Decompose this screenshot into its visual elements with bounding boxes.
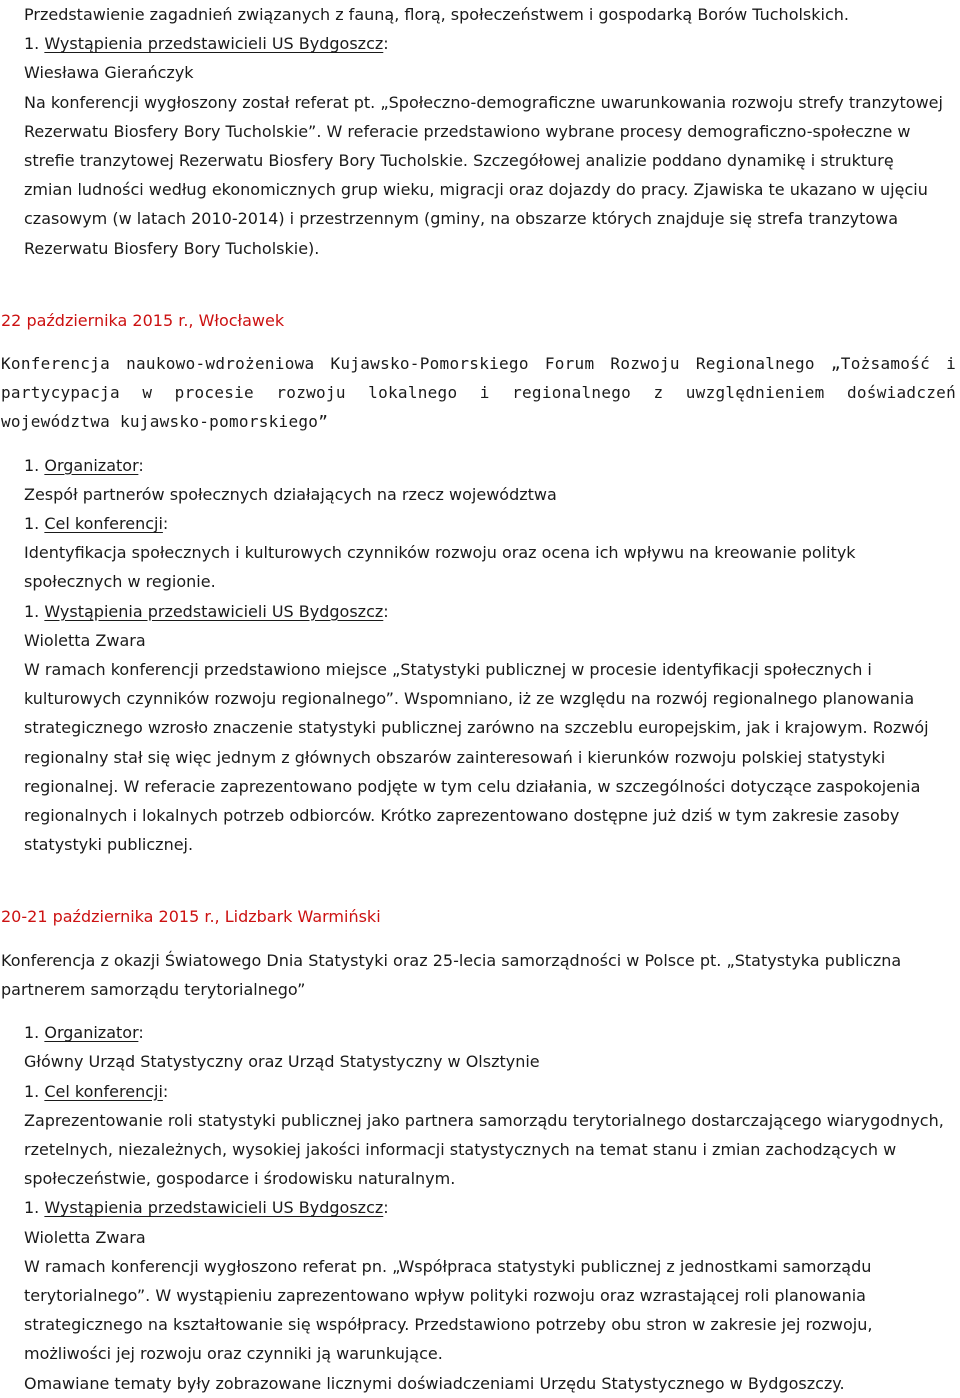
- section3-date-heading: [0, 902, 956, 931]
- organizer-link[interactable]: Organizator: [44, 1023, 139, 1043]
- goal-link[interactable]: Cel konferencji: [44, 1081, 163, 1101]
- section3-place: , Lidzbark Warmiński: [214, 907, 381, 927]
- speakers-link[interactable]: Wystąpienia przedstawicieli US Bydgoszcz: [44, 34, 384, 54]
- section2-title: Konferencja naukowo-wdrożeniowa Kujawsko-Pomorskiego Forum Rozwoju Regionalnego „Tożsamość i partycypacja w procesie rozwoju lokalnego i regionalnego z uwzględnieniem doświadczeń województwa kujawsko-pomorskiego”: [1, 354, 956, 432]
- section3-footer: Omawiane tematy były zobrazowane licznymi doświadczeniami Urzędu Statystycznego w Bydgoszczy.: [24, 1373, 845, 1393]
- section3-organizer: Główny Urząd Statystyczny oraz Urząd Statystyczny w Olsztynie: [24, 1052, 540, 1072]
- section1-intro: Przedstawienie zagadnień związanych z fauną, florą, społeczeństwem i gospodarką Borów Tucholskich.: [24, 5, 849, 24]
- section3-speakers-heading: 1. Wystąpienia przedstawicieli US Bydgoszcz:: [24, 1198, 389, 1218]
- section3-body: W ramach konferencji wygłoszono referat pn. „Współpraca statystyki publicznej z jednostkami samorządu terytorialnego”. W wystąpieniu zaprezentowano wpływ polityki rozwoju oraz wzrastającej roli planowania strategicznego na kształtowanie się współpracy. Przedstawiono potrzeby obu stron w zakresie jej rozwoju, możliwości jej rozwoju oraz czynniki ją warunkujące.: [24, 1256, 873, 1364]
- section3-title: Konferencja z okazji Światowego Dnia Statystyki oraz 25-lecia samorządności w Polsce pt. „Statystyka publiczna partnerem samorządu terytorialnego”: [1, 950, 902, 999]
- speakers-link[interactable]: Wystąpienia przedstawicieli US Bydgoszcz: [44, 1198, 384, 1218]
- organizer-link[interactable]: Organizator: [44, 455, 139, 475]
- section2-speaker-name: Wioletta Zwara: [24, 630, 146, 650]
- section2-speakers-heading: 1. Wystąpienia przedstawicieli US Bydgoszcz:: [24, 601, 389, 621]
- section2-body: W ramach konferencji przedstawiono miejsce „Statystyki publicznej w procesie identyfikacji społecznych i kulturowych czynników rozwoju regionalnego”. Wspomniano, iż ze względu na rozwój regionalnego planowania strategicznego wzrosło znaczenie statystyki publicznej zarówno na szczeblu europejskim, jak i krajowym. Rozwój regionalny stał się więc jednym z głównych obszarów zainteresowań i kierunków rozwoju polskiej statystyki regionalnej. W referacie zaprezentowano podjęte w tym celu działania, w szczególności dotyczące zaspokojenia regionalnych i lokalnych potrzeb odbiorców. Krótko zaprezentowano dostępne już dziś w tym zakresie zasoby statystyki publicznej.: [24, 660, 929, 855]
- section2-goal: Identyfikacja społecznych i kulturowych czynników rozwoju oraz ocena ich wpływu na kreowanie polityk społecznych w regionie.: [24, 543, 856, 592]
- section2-goal-heading: 1. Cel konferencji:: [24, 514, 169, 534]
- section3-goal-heading: 1. Cel konferencji:: [24, 1081, 169, 1101]
- section3-speaker-name: Wioletta Zwara: [24, 1227, 146, 1247]
- section1-speakers-heading: 1. Wystąpienia przedstawicieli US Bydgoszcz:: [24, 34, 389, 54]
- section2-organizer-heading: 1. Organizator:: [24, 455, 144, 475]
- section3-goal: Zaprezentowanie roli statystyki publicznej jako partnera samorządu terytorialnego dostarczającego wiarygodnych, rzetelnych, niezależnych, wysokiej jakości informacji statystycznych na temat stanu i zmian zachodzących w społeczeństwie, gospodarce i środowisku naturalnym.: [24, 1110, 944, 1189]
- section1-speaker-name: Wiesława Gierańczyk: [24, 63, 194, 83]
- section3-organizer-heading: 1. Organizator:: [24, 1023, 144, 1043]
- section2-date: 22 października 2015 r.: [1, 310, 189, 330]
- section2-date-heading: [0, 306, 956, 335]
- section1-body: Na konferencji wygłoszony został referat pt. „Społeczno-demograficzne uwarunkowania rozwoju strefy tranzytowej Rezerwatu Biosfery Bory Tucholskie”. W referacie przedstawiono wybrane procesy demograficzno-społeczne w strefie tranzytowej Rezerwatu Biosfery Bory Tucholskie. Szczegółowej analizie poddano dynamikę i strukturę zmian ludności według ekonomicznych grup wieku, migracji oraz dojazdy do pracy. Zjawiska te ukazano w ujęciu czasowym (w latach 2010-2014) i przestrzennym (gminy, na obszarze których znajduje się strefa tranzytowa Rezerwatu Biosfery Bory Tucholskie).: [24, 92, 943, 258]
- section2-place: , Włocławek: [188, 310, 285, 330]
- speakers-link[interactable]: Wystąpienia przedstawicieli US Bydgoszcz: [44, 601, 384, 621]
- section2-organizer: Zespół partnerów społecznych działających na rzecz województwa: [24, 484, 557, 504]
- goal-link[interactable]: Cel konferencji: [44, 514, 163, 534]
- section3-date: 20-21 października 2015 r.: [1, 907, 215, 927]
